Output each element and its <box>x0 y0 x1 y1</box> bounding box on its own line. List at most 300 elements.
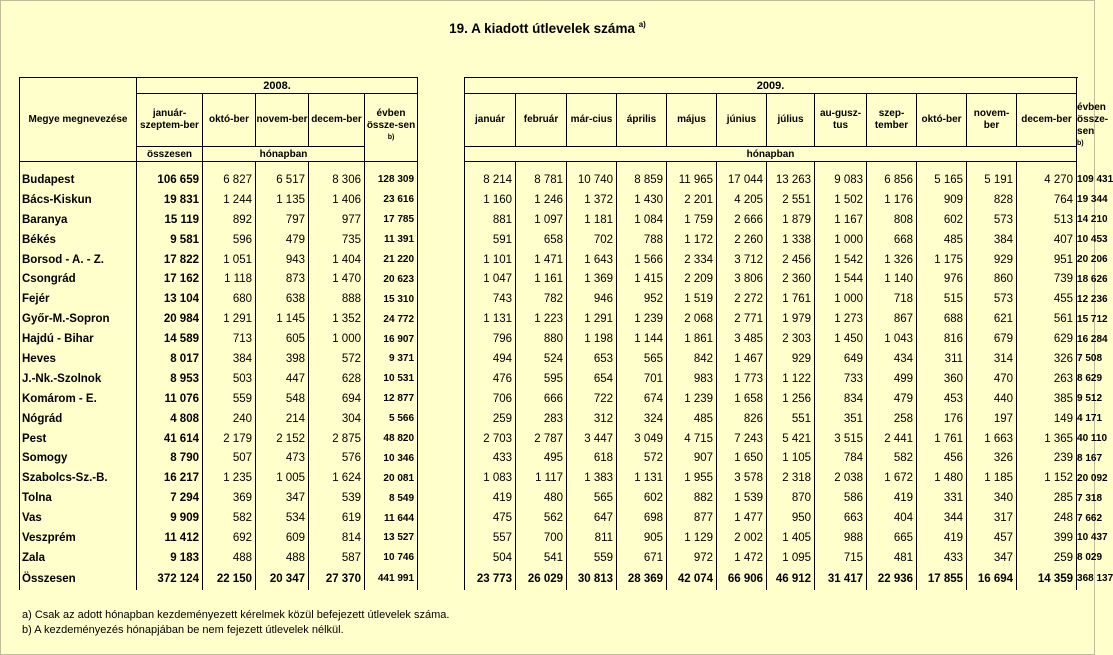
value-cell: 1 759 <box>667 210 717 230</box>
value-cell: 663 <box>815 508 867 528</box>
county-name: Csongrád <box>20 269 137 289</box>
county-name: Somogy <box>20 448 137 468</box>
spacer-cell <box>617 162 667 171</box>
value-cell: 19 831 <box>137 190 203 210</box>
county-name: Fejér <box>20 289 137 309</box>
value-cell: 881 <box>465 210 516 230</box>
value-cell: 21 220 <box>365 250 418 270</box>
county-name: Vas <box>20 508 137 528</box>
value-cell: 1 239 <box>667 389 717 409</box>
value-cell: 1 502 <box>815 190 867 210</box>
table-row: Hajdú - Bihar 14 589 713 605 1 000 16 907 796 880 1 198 1 144 1 861 3 485 2 303 1 450 1 043 816 679 629 16 284 <box>20 329 1077 349</box>
spacer-row <box>20 162 1077 171</box>
value-cell: 828 <box>967 190 1017 210</box>
value-cell: 565 <box>617 349 667 369</box>
value-cell: 3 806 <box>717 269 767 289</box>
header-year-2009: 2009. <box>465 78 1077 94</box>
table-row: Békés 9 581 596 479 735 11 391 591 658 702 788 1 172 2 260 1 338 1 000 668 485 384 407 10 453 <box>20 230 1077 250</box>
value-cell: 16 694 <box>967 568 1017 590</box>
value-cell: 1 051 <box>203 250 256 270</box>
value-cell: 11 412 <box>137 528 203 548</box>
value-cell: 1 472 <box>717 548 767 568</box>
value-cell: 263 <box>1017 369 1077 389</box>
value-cell: 1 365 <box>1017 429 1077 449</box>
value-cell: 698 <box>617 508 667 528</box>
header-megye: Megye megnevezése <box>20 78 137 162</box>
value-cell: 548 <box>256 389 309 409</box>
value-cell: 834 <box>815 389 867 409</box>
value-cell: 658 <box>516 230 567 250</box>
value-cell: 1 083 <box>465 468 516 488</box>
value-cell: 907 <box>667 448 717 468</box>
header-2009-nov: novem-ber <box>967 94 1017 147</box>
value-cell: 561 <box>1017 309 1077 329</box>
value-cell: 441 991 <box>365 568 418 590</box>
value-cell: 22 936 <box>867 568 917 590</box>
value-cell: 2 360 <box>767 269 815 289</box>
value-cell: 2 002 <box>717 528 767 548</box>
value-cell: 481 <box>867 548 917 568</box>
value-cell: 715 <box>815 548 867 568</box>
table-row: Borsod - A. - Z. 17 822 1 051 943 1 404 21 220 1 101 1 471 1 643 1 566 2 334 3 712 2 456 1 542 1 326 1 175 929 951 20 206 <box>20 250 1077 270</box>
value-cell: 5 191 <box>967 170 1017 190</box>
value-cell: 1 144 <box>617 329 667 349</box>
value-cell: 239 <box>1017 448 1077 468</box>
value-cell: 701 <box>617 369 667 389</box>
header-spacer <box>418 78 465 94</box>
value-cell: 628 <box>309 369 365 389</box>
header-2009-okt: októ-ber <box>917 94 967 147</box>
spacer-cell <box>137 162 203 171</box>
value-cell: 9 909 <box>137 508 203 528</box>
spacer-cell <box>256 162 309 171</box>
value-cell: 42 074 <box>667 568 717 590</box>
value-cell: 619 <box>309 508 365 528</box>
value-cell: 8 953 <box>137 369 203 389</box>
value-cell: 618 <box>567 448 617 468</box>
spacer-cell <box>418 508 465 528</box>
value-cell: 4 808 <box>137 409 203 429</box>
value-cell: 905 <box>617 528 667 548</box>
value-cell: 1 470 <box>309 269 365 289</box>
value-cell: 485 <box>667 409 717 429</box>
value-cell: 888 <box>309 289 365 309</box>
value-cell: 311 <box>917 349 967 369</box>
value-cell: 860 <box>967 269 1017 289</box>
value-cell: 456 <box>917 448 967 468</box>
header-jan-szept: január-szeptem-ber <box>137 94 203 147</box>
footnote-a: a) Csak az adott hónapban kezdeményezett kérelmek közül befejezett útlevelek száma. <box>22 609 450 621</box>
value-cell: 11 644 <box>365 508 418 528</box>
value-cell: 2 334 <box>667 250 717 270</box>
value-cell: 1 861 <box>667 329 717 349</box>
value-cell: 197 <box>967 409 1017 429</box>
value-cell: 562 <box>516 508 567 528</box>
value-cell: 665 <box>867 528 917 548</box>
spacer-cell <box>418 448 465 468</box>
county-name: Bács-Kiskun <box>20 190 137 210</box>
value-cell: 867 <box>867 309 917 329</box>
value-cell: 688 <box>917 309 967 329</box>
value-cell: 892 <box>203 210 256 230</box>
header-2009-jan: január <box>465 94 516 147</box>
value-cell: 8 549 <box>365 488 418 508</box>
value-cell: 602 <box>917 210 967 230</box>
value-cell: 1 471 <box>516 250 567 270</box>
value-cell: 369 <box>203 488 256 508</box>
value-cell: 796 <box>465 329 516 349</box>
value-cell: 576 <box>309 448 365 468</box>
value-cell: 1 663 <box>967 429 1017 449</box>
value-cell: 128 309 <box>365 170 418 190</box>
value-cell: 20 623 <box>365 269 418 289</box>
value-cell: 434 <box>867 349 917 369</box>
spacer-cell <box>516 162 567 171</box>
value-cell: 880 <box>516 329 567 349</box>
value-cell: 494 <box>465 349 516 369</box>
value-cell: 814 <box>309 528 365 548</box>
spacer-cell <box>418 250 465 270</box>
value-cell: 419 <box>917 528 967 548</box>
table-title: 19. A kiadott útlevelek száma $^{a)}$ <box>449 20 646 36</box>
table-row: Vas 9 909 582 534 619 11 644 475 562 647 698 877 1 477 950 663 404 344 317 248 7 662 <box>20 508 1077 528</box>
value-cell: 26 029 <box>516 568 567 590</box>
table-row: Tolna 7 294 369 347 539 8 549 419 480 565 602 882 1 539 870 586 419 331 340 285 7 318 <box>20 488 1077 508</box>
value-cell: 1 097 <box>516 210 567 230</box>
value-cell: 700 <box>516 528 567 548</box>
spacer-cell <box>667 162 717 171</box>
spacer-cell <box>418 468 465 488</box>
value-cell: 1 544 <box>815 269 867 289</box>
value-cell: 470 <box>967 369 1017 389</box>
value-cell: 10 746 <box>365 548 418 568</box>
value-cell: 596 <box>203 230 256 250</box>
header-osszesen: összesen <box>137 147 203 162</box>
value-cell: 347 <box>256 488 309 508</box>
value-cell: 1 131 <box>617 468 667 488</box>
value-cell: 17 044 <box>717 170 767 190</box>
value-cell: 983 <box>667 369 717 389</box>
value-cell: 1 372 <box>567 190 617 210</box>
county-name: Tolna <box>20 488 137 508</box>
value-cell: 1 404 <box>309 250 365 270</box>
county-name: Zala <box>20 548 137 568</box>
value-cell: 23 773 <box>465 568 516 590</box>
value-cell: 638 <box>256 289 309 309</box>
value-cell: 595 <box>516 369 567 389</box>
value-cell: 1 369 <box>567 269 617 289</box>
header-2009-maj: május <box>667 94 717 147</box>
value-cell: 457 <box>967 528 1017 548</box>
value-cell: 3 447 <box>567 429 617 449</box>
value-cell: 679 <box>967 329 1017 349</box>
value-cell: 453 <box>917 389 967 409</box>
spacer-cell <box>418 528 465 548</box>
county-name: Veszprém <box>20 528 137 548</box>
value-cell: 2 201 <box>667 190 717 210</box>
value-cell: 326 <box>967 448 1017 468</box>
spacer-cell <box>465 162 516 171</box>
value-cell: 1 176 <box>867 190 917 210</box>
value-cell: 602 <box>617 488 667 508</box>
spacer-cell <box>418 190 465 210</box>
value-cell: 1 352 <box>309 309 365 329</box>
value-cell: 743 <box>465 289 516 309</box>
value-cell: 735 <box>309 230 365 250</box>
value-cell: 1 338 <box>767 230 815 250</box>
value-cell: 605 <box>256 329 309 349</box>
value-cell: 870 <box>767 488 815 508</box>
value-cell: 2 456 <box>767 250 815 270</box>
value-cell: 503 <box>203 369 256 389</box>
value-cell: 515 <box>917 289 967 309</box>
value-cell: 499 <box>867 369 917 389</box>
table-row: Fejér 13 104 680 638 888 15 310 743 782 946 952 1 519 2 272 1 761 1 000 718 515 573 455 12 236 <box>20 289 1077 309</box>
value-cell: 14 589 <box>137 329 203 349</box>
county-name: Komárom - E. <box>20 389 137 409</box>
value-cell: 384 <box>967 230 1017 250</box>
spacer-cell <box>418 488 465 508</box>
county-name: Heves <box>20 349 137 369</box>
value-cell: 2 303 <box>767 329 815 349</box>
header-2008-dec: decem-ber <box>309 94 365 147</box>
table-row: Komárom - E. 11 076 559 548 694 12 877 706 666 722 674 1 239 1 658 1 256 834 479 453 440 385 9 512 <box>20 389 1077 409</box>
spacer-cell <box>1017 162 1077 171</box>
value-cell: 1 160 <box>465 190 516 210</box>
value-cell: 507 <box>203 448 256 468</box>
value-cell: 653 <box>567 349 617 369</box>
value-cell: 1 131 <box>465 309 516 329</box>
value-cell: 1 450 <box>815 329 867 349</box>
value-cell: 2 038 <box>815 468 867 488</box>
value-cell: 559 <box>567 548 617 568</box>
value-cell: 2 209 <box>667 269 717 289</box>
spacer-cell <box>20 162 137 171</box>
value-cell: 7 294 <box>137 488 203 508</box>
value-cell: 17 822 <box>137 250 203 270</box>
value-cell: 1 105 <box>767 448 815 468</box>
passport-table: Megye megnevezése 2008. 2009. január-szeptem-ber októ-ber novem-ber decem-ber évben össze-sen $^{b)}$ január február már-cius április május június július au-gusz-tus szep-tember októ-ber novem-ber decem-ber évben össze-sen $^{b)}$ összesen hónapban hónapban Budapest 106 659 6 827 6 517 8 306 128 309 8 214 8 781 10 740 8 859 11 965 17 044 13 263 9 083 6 856 5 165 5 191 4 270 109 431 Bács-Kiskun 19 831 1 244 1 135 1 406 23 616 1 160 1 246 1 372 1 430 2 201 4 205 2 551 1 502 1 176 909 828 764 19 344 Baranya 15 119 892 797 977 17 785 881 1 097 1 181 1 084 1 759 2 666 1 879 1 167 808 602 573 513 14 210 Békés 9 581 596 479 735 11 391 591 658 702 788 1 172 2 260 1 338 1 000 668 485 384 407 10 453 Borsod - A. - Z. 17 822 1 051 943 1 404 21 220 1 101 1 471 1 643 1 566 2 334 3 712 2 456 1 542 1 326 1 175 929 951 20 206 Csongrád 17 162 1 118 873 1 470 20 623 1 047 1 161 1 369 1 415 2 209 3 806 2 360 1 544 1 140 976 860 739 18 626 Fejér 13 104 680 638 888 15 310 743 782 946 952 1 519 2 272 1 761 1 000 718 515 573 455 12 236 Győr-M.-Sopron 20 984 1 291 1 145 1 352 24 772 1 131 1 223 1 291 1 239 2 068 2 771 1 979 1 273 867 688 621 561 15 712 Hajdú - Bihar 14 589 713 605 1 000 16 907 796 880 1 198 1 144 1 861 3 485 2 303 1 450 1 043 816 679 629 16 284 Heves 8 017 384 398 572 9 371 494 524 653 565 842 1 467 929 649 434 311 314 326 7 508 J.-Nk.-Szolnok 8 953 503 447 628 10 531 476 595 654 701 983 1 773 1 122 733 499 360 470 263 8 629 Komárom - E. 11 076 559 548 694 12 877 706 666 722 674 1 239 1 658 1 256 834 479 453 440 385 9 512 Nógrád 4 808 240 214 304 5 566 259 283 312 324 485 826 551 351 258 176 197 149 4 171 Pest 41 614 2 179 2 152 2 875 48 820 2 703 2 787 3 447 3 049 4 715 7 243 5 421 3 515 2 441 1 761 1 663 1 365 40 110 Somogy 8 790 507 473 576 10 346 433 495 618 572 907 1 650 1 105 784 582 456 326 239 8 167 Szabolcs-Sz.-B. 16 217 1 235 1 005 1 624 20 081 1 083 1 117 1 383 1 131 1 955 3 578 2 318 2 038 1 672 1 480 1 185 1 152 20 092 Tolna 7 294 369 347 539 8 549 419 480 565 602 882 1 539 870 586 419 331 340 285 7 318 Vas 9 909 582 534 619 11 644 475 562 647 698 877 1 477 950 663 404 344 317 248 7 662 Veszprém 11 412 692 609 814 13 527 557 700 811 905 1 129 2 002 1 405 988 665 419 457 399 10 437 Zala 9 183 488 488 587 10 746 504 541 559 671 972 1 472 1 095 715 481 433 347 259 8 029 Összesen 372 124 22 150 20 347 27 370 441 991 23 773 26 029 30 813 28 369 42 074 66 906 46 912 31 417 22 936 17 855 16 694 14 359 368 137 <box>19 77 1077 590</box>
value-cell: 8 017 <box>137 349 203 369</box>
value-cell: 694 <box>309 389 365 409</box>
value-cell: 475 <box>465 508 516 528</box>
value-cell: 1 477 <box>717 508 767 528</box>
value-cell: 8 859 <box>617 170 667 190</box>
value-cell: 340 <box>967 488 1017 508</box>
value-cell: 8 790 <box>137 448 203 468</box>
value-cell: 17 855 <box>917 568 967 590</box>
value-cell: 317 <box>967 508 1017 528</box>
value-cell: 1 084 <box>617 210 667 230</box>
value-cell: 10 740 <box>567 170 617 190</box>
value-cell: 1 118 <box>203 269 256 289</box>
value-cell: 480 <box>516 488 567 508</box>
value-cell: 3 515 <box>815 429 867 449</box>
value-cell: 13 527 <box>365 528 418 548</box>
value-cell: 1 406 <box>309 190 365 210</box>
value-cell: 565 <box>567 488 617 508</box>
value-cell: 909 <box>917 190 967 210</box>
spacer-cell <box>815 162 867 171</box>
value-cell: 573 <box>967 289 1017 309</box>
value-cell: 3 712 <box>717 250 767 270</box>
value-cell: 702 <box>567 230 617 250</box>
value-cell: 572 <box>309 349 365 369</box>
value-cell: 1 672 <box>867 468 917 488</box>
value-cell: 8 214 <box>465 170 516 190</box>
value-cell: 1 383 <box>567 468 617 488</box>
value-cell: 1 291 <box>567 309 617 329</box>
county-name: Békés <box>20 230 137 250</box>
value-cell: 929 <box>967 250 1017 270</box>
spacer-cell <box>418 269 465 289</box>
value-cell: 551 <box>767 409 815 429</box>
footnotes <box>22 608 449 637</box>
value-cell: 1 172 <box>667 230 717 250</box>
table-row: J.-Nk.-Szolnok 8 953 503 447 628 10 531 476 595 654 701 983 1 773 1 122 733 499 360 470 263 8 629 <box>20 369 1077 389</box>
table-row: Heves 8 017 384 398 572 9 371 494 524 653 565 842 1 467 929 649 434 311 314 326 7 508 <box>20 349 1077 369</box>
value-cell: 1 658 <box>717 389 767 409</box>
spacer-cell <box>365 162 418 171</box>
value-cell: 20 984 <box>137 309 203 329</box>
value-cell: 654 <box>567 369 617 389</box>
spacer-cell <box>418 162 465 171</box>
spacer-cell <box>418 170 465 190</box>
value-cell: 1 145 <box>256 309 309 329</box>
value-cell: 666 <box>516 389 567 409</box>
value-cell: 4 270 <box>1017 170 1077 190</box>
value-cell: 1 480 <box>917 468 967 488</box>
value-cell: 4 715 <box>667 429 717 449</box>
value-cell: 826 <box>717 409 767 429</box>
value-cell: 582 <box>203 508 256 528</box>
county-name: Baranya <box>20 210 137 230</box>
value-cell: 1 047 <box>465 269 516 289</box>
value-cell: 4 205 <box>717 190 767 210</box>
value-cell: 1 624 <box>309 468 365 488</box>
value-cell: 6 856 <box>867 170 917 190</box>
table-row: Somogy 8 790 507 473 576 10 346 433 495 618 572 907 1 650 1 105 784 582 456 326 239 8 167 <box>20 448 1077 468</box>
county-name: Szabolcs-Sz.-B. <box>20 468 137 488</box>
value-cell: 385 <box>1017 389 1077 409</box>
value-cell: 524 <box>516 349 567 369</box>
value-cell: 1 467 <box>717 349 767 369</box>
value-cell: 285 <box>1017 488 1077 508</box>
spacer-cell <box>917 162 967 171</box>
value-cell: 314 <box>967 349 1017 369</box>
value-cell: 1 405 <box>767 528 815 548</box>
value-cell: 23 616 <box>365 190 418 210</box>
spacer-cell <box>867 162 917 171</box>
value-cell: 2 551 <box>767 190 815 210</box>
value-cell: 629 <box>1017 329 1077 349</box>
value-cell: 433 <box>917 548 967 568</box>
value-cell: 1 000 <box>309 329 365 349</box>
header-year-2008: 2008. <box>137 78 418 94</box>
value-cell: 17 162 <box>137 269 203 289</box>
value-cell: 797 <box>256 210 309 230</box>
value-cell: 1 235 <box>203 468 256 488</box>
value-cell: 1 239 <box>617 309 667 329</box>
spacer-cell <box>418 389 465 409</box>
value-cell: 513 <box>1017 210 1077 230</box>
value-cell: 541 <box>516 548 567 568</box>
value-cell: 534 <box>256 508 309 528</box>
value-cell: 2 666 <box>717 210 767 230</box>
value-cell: 8 306 <box>309 170 365 190</box>
value-cell: 1 246 <box>516 190 567 210</box>
value-cell: 1 000 <box>815 230 867 250</box>
value-cell: 946 <box>567 289 617 309</box>
value-cell: 259 <box>465 409 516 429</box>
value-cell: 1 005 <box>256 468 309 488</box>
value-cell: 106 659 <box>137 170 203 190</box>
value-cell: 9 371 <box>365 349 418 369</box>
value-cell: 20 347 <box>256 568 309 590</box>
value-cell: 1 152 <box>1017 468 1077 488</box>
spacer-cell <box>418 568 465 590</box>
value-cell: 649 <box>815 349 867 369</box>
value-cell: 259 <box>1017 548 1077 568</box>
value-cell: 3 485 <box>717 329 767 349</box>
value-cell: 455 <box>1017 289 1077 309</box>
spacer-cell <box>418 369 465 389</box>
value-cell: 16 907 <box>365 329 418 349</box>
value-cell: 22 150 <box>203 568 256 590</box>
table-row: Zala 9 183 488 488 587 10 746 504 541 559 671 972 1 472 1 095 715 481 433 347 259 8 029 <box>20 548 1077 568</box>
table-row: Nógrád 4 808 240 214 304 5 566 259 283 312 324 485 826 551 351 258 176 197 149 4 171 <box>20 409 1077 429</box>
value-cell: 15 119 <box>137 210 203 230</box>
value-cell: 312 <box>567 409 617 429</box>
value-cell: 11 965 <box>667 170 717 190</box>
value-cell: 48 820 <box>365 429 418 449</box>
value-cell: 1 273 <box>815 309 867 329</box>
value-cell: 66 906 <box>717 568 767 590</box>
value-cell: 8 781 <box>516 170 567 190</box>
spacer-cell <box>203 162 256 171</box>
value-cell: 1 122 <box>767 369 815 389</box>
value-cell: 419 <box>867 488 917 508</box>
value-cell: 20 081 <box>365 468 418 488</box>
value-cell: 816 <box>917 329 967 349</box>
spacer-cell <box>418 309 465 329</box>
value-cell: 1 879 <box>767 210 815 230</box>
value-cell: 972 <box>667 548 717 568</box>
value-cell: 582 <box>867 448 917 468</box>
value-cell: 384 <box>203 349 256 369</box>
county-name: Budapest <box>20 170 137 190</box>
value-cell: 782 <box>516 289 567 309</box>
value-cell: 31 417 <box>815 568 867 590</box>
value-cell: 1 000 <box>815 289 867 309</box>
value-cell: 587 <box>309 548 365 568</box>
value-cell: 680 <box>203 289 256 309</box>
value-cell: 647 <box>567 508 617 528</box>
value-cell: 950 <box>767 508 815 528</box>
table-row: Baranya 15 119 892 797 977 17 785 881 1 097 1 181 1 084 1 759 2 666 1 879 1 167 808 602 573 513 14 210 <box>20 210 1077 230</box>
value-cell: 882 <box>667 488 717 508</box>
value-cell: 718 <box>867 289 917 309</box>
header-2008-evben: évben össze-sen $^{b)}$ <box>365 94 418 162</box>
value-cell: 609 <box>256 528 309 548</box>
value-cell: 398 <box>256 349 309 369</box>
value-cell: 2 787 <box>516 429 567 449</box>
value-cell: 1 140 <box>867 269 917 289</box>
value-cell: 1 161 <box>516 269 567 289</box>
value-cell: 2 272 <box>717 289 767 309</box>
spacer-cell <box>717 162 767 171</box>
value-cell: 764 <box>1017 190 1077 210</box>
